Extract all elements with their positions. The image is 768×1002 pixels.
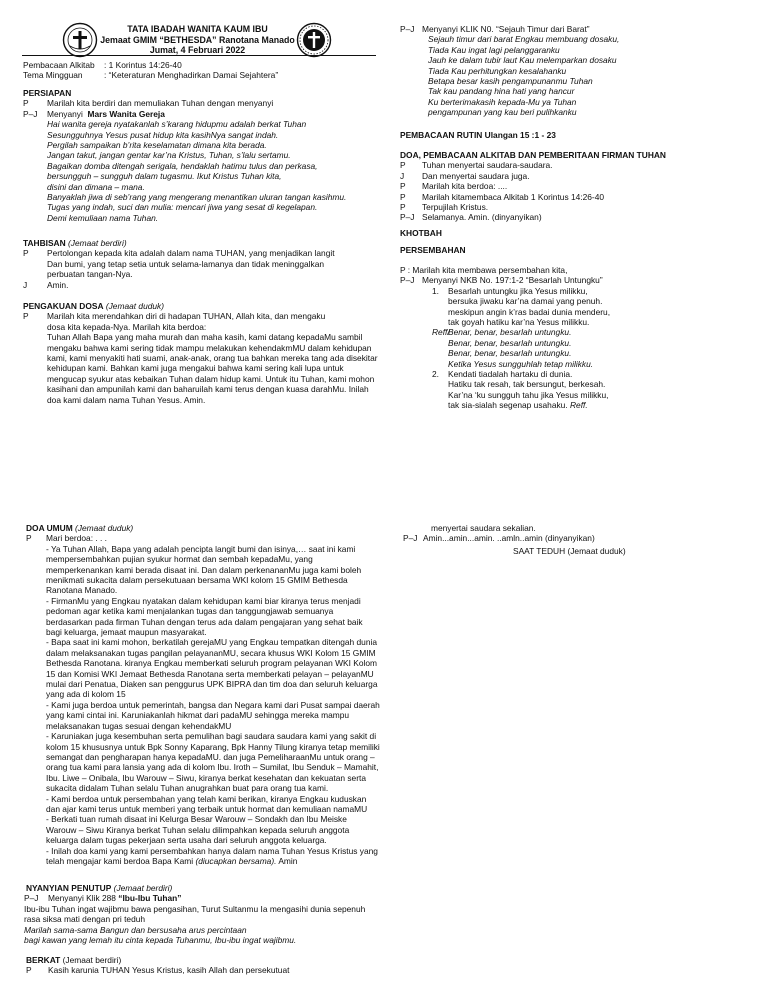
prayer-line: - Kami juga berdoa untuk pemerintah, bangsa dan Negara kami dari Pusat sampai daerah [46, 699, 380, 710]
prayer-amen: Amin [276, 855, 298, 866]
prayer-line: 15 dan Komisi WKI Jemaat Bethesda Ranotana serta memberkati pelayan – pelayanMU [46, 668, 374, 679]
prayer-line: - Ya Tuhan Allah, Bapa yang adalah pencipta langit bumi dan isinya,… saat ini kami [46, 543, 356, 554]
lyric-line: Demi kemuliaan nama Tuhan. [47, 212, 159, 223]
prayer-line: yang ada di kolom 15 [46, 689, 126, 700]
speaker-label: P–J [400, 212, 415, 223]
verse-number: 2. [432, 369, 439, 380]
tahbisan-response: Amin. [47, 279, 69, 290]
prayer-line: Ranotana Manado. [46, 585, 118, 596]
prayer-line: - Inilah doa kami yang kami persembahkan hanya dalam nama Tuhan Yesus Kristus yang [46, 845, 378, 856]
prayer-line: menikmati sukacita dalam persekutuaan bersama WKI kolom 15 GMIM Bethesda [46, 575, 348, 586]
penutup-lyrics-italic [24, 925, 384, 946]
speaker-label: P–J [24, 893, 39, 904]
lyric-line: Benar, benar, besarlah untungku. [448, 348, 572, 359]
text-line: kehidupan kami. Bahkan kami juga mengakui bahwa kami sering kali lupa untuk [47, 363, 344, 374]
prayer-line: keluarga dalam tugas pekerjaan serta usaha dari seluruh anggota keluarga. [46, 835, 327, 846]
persiapan-call: Marilah kita berdiri dan memuliakan Tuhan dengan menyanyi [47, 98, 274, 109]
prayer-note: (diucapkan bersama). [193, 855, 277, 866]
lyric-line: disini dan dimana – mana. [47, 181, 145, 192]
lyric-line: Tugas yang indah, suci dan mulia: mencari jiwa yang sesat di kegelapan. [47, 202, 318, 213]
speaker-label: P [400, 201, 406, 212]
reading-label: Pembacaan Alkitab [23, 60, 95, 70]
prayer-line: Warouw – Siwu Kiranya berkat Tuhan selalu dilimpahkan kepada seluruh anggota [46, 824, 350, 835]
speaker-label: P–J [400, 24, 415, 34]
prayer-line: orang tua kami para lansia yang ada di kolom Ibu. Iroth – Sumilat, Ibu Senduk – Mamahit, [46, 762, 379, 773]
text-line: kasihani dan ampunilah kami dan baharuilah kami terus dengan kuasa darahMu. Inilah [47, 384, 369, 395]
lyric-line: Sesungguhnya Yesus pusat hidup kita kasihNya sangat indah. [47, 129, 279, 140]
lyric-line: Bagaikan domba ditengah serigala, hendaklah hatimu tulus dan perkasa, [47, 160, 318, 171]
lyric-line: Hai wanita gereja nyatakanlah s’karang hidupmu adalah berkat Tuhan [47, 119, 307, 130]
lyric-line: Hatiku tak resah, tak bersungut, berkesah. [448, 379, 606, 390]
prayer-line: melaksanakan tugas sesuai dengan kehendakMU [46, 720, 232, 731]
prayer-line: memperkenankan kami berada disaat ini. Dan dalam perkenananMu juga kami boleh [46, 564, 362, 575]
lyric-line: Marilah sama-sama Bangun dan bersusaha arus percintaan [24, 924, 247, 935]
header-block [100, 24, 295, 56]
speaker-label: P [23, 248, 29, 259]
service-date: Jumat, 4 Februari 2022 [149, 45, 246, 56]
berkat-note: (Jemaat berdiri) [62, 955, 122, 965]
speaker-label: P [400, 191, 406, 202]
penutup-lyrics [24, 904, 384, 925]
text-line: doa kami dalam nama Tuhan Yesus. Amin. [47, 394, 206, 405]
lyric-line: Pergilah sampaikan b’rita keselamatan dimana kita berada. [47, 140, 267, 150]
prayer-line: Bethesda Ranotana. kiranya Engkau memberkati seluruh program pelayanan WKI Kolom [46, 658, 377, 669]
prayer-line: dan ajar kami terus untuk memberi yang terbaik untuk hormat dan kemuliaan namaMU [46, 803, 368, 814]
lyric-line: Tak kau pandang hina hati yang hancur [428, 86, 575, 97]
speaker-label: J [400, 170, 405, 181]
refrain [400, 327, 760, 369]
lyric-line: tak goyah hatiku kar’na Yesus milikku. [448, 317, 590, 328]
blessing-line: menyertai saudara sekalian. [431, 523, 536, 533]
doa-umum-section [26, 523, 386, 866]
text-line: Marilah kita merendahkan diri di hadapan TUHAN, Allah kita, dan mengaku [47, 311, 326, 322]
persembahan-intro: P : Marilah kita membawa persembahan kita, [400, 265, 568, 275]
reading-value: : 1 Korintus 14:26-40 [104, 60, 182, 70]
amin-response: Amin...amin...amin. ..amln..amin (dinyanyikan) [423, 533, 595, 544]
pengakuan-title: PENGAKUAN DOSA [23, 301, 104, 311]
doa-umum-text [26, 544, 386, 867]
prayer-line: telah mengajar kami berdoa Bapa Kami (diucapkan bersama). Amin [46, 855, 298, 866]
doa-umum-call: Mari berdoa: . . . [46, 533, 107, 544]
verse-number: 1. [432, 285, 439, 296]
lyric-line: Kendati tiadalah hartaku di dunia. [448, 369, 573, 380]
speaker-label: P [400, 160, 406, 171]
theme-label: Tema Mingguan [23, 70, 83, 81]
text-line: Pertolongan kepada kita adalah dalam nama TUHAN, yang menjadikan langit [47, 248, 335, 259]
prayer-line: yang kami cintai ini. Karuniakanlah hikmat dari padaMU sehingga mereka mampu [46, 710, 350, 721]
persembahan-title: PERSEMBAHAN [400, 245, 466, 255]
prayer-line: Ibu. Liwe – Onibala, Ibu Warouw – Siwu, kiranya berkat kesehatan dan kekuatan serta [46, 772, 366, 783]
wki-logo-icon [296, 22, 332, 58]
prayer-line: pedoman agar ketika kami menjalankan tugas dan tanggungjawab semuanya [46, 606, 334, 617]
speaker-label: P [23, 311, 29, 322]
liturgy-row [400, 192, 760, 202]
lyric-line: rasa siksa mati dengan pri teduh [24, 914, 146, 925]
gmim-logo-icon [62, 22, 98, 58]
liturgy-text: Selamanya. Amin. (dinyanyikan) [422, 212, 542, 223]
lyric-line: pengampunan yang kau beri pulihkanku [428, 107, 577, 118]
persembahan-song: Menyanyi NKB No. 197:1-2 “Besarlah Untungku” [422, 275, 603, 286]
speaker-label: P [26, 533, 32, 544]
prayer-line: sukacita didalam Tuhan selalu Tuhan anugrahkan buat para orang tua kami. [46, 783, 329, 794]
doa-pembacaan-title: DOA, PEMBACAAN ALKITAB DAN PEMBERITAAN FIRMAN TUHAN [400, 150, 666, 160]
lyric-line: Banyaklah jiwa di seb’rang yang mengerang menantikan uluran tangan kasihmu. [47, 192, 347, 203]
lyric-line: meskipun angin k’ras badai dunia menderu, [448, 306, 611, 317]
doa-umum-note: (Jemaat duduk) [75, 523, 134, 533]
pengakuan-note: (Jemaat duduk) [105, 301, 165, 311]
lyric-line: bagi kawan yang lemah itu cinta kepada Tuhanmu, Ibu-ibu ingat wajibmu. [24, 935, 297, 946]
lyric-line: bersuka jiwaku kar’na damai yang penuh. [448, 296, 603, 307]
liturgy-rows [400, 160, 760, 222]
song-lyrics [23, 119, 383, 223]
text-line: perbuatan tangan-Nya. [47, 269, 133, 280]
lyric-line: Ku berterimakasih kepada-Mu ya Tuhan [428, 96, 577, 107]
lyric-line: Betapa besar kasih pengampunanmu Tuhan [428, 76, 593, 87]
speaker-label: P–J [400, 275, 415, 286]
lyric-line: Tiada Kau perhitungkan kesalahanku [428, 65, 567, 76]
berkat-section [24, 955, 384, 976]
lyric-line: Besarlah untungku jika Yesus milikku, [448, 285, 588, 296]
doa-pembacaan-section [400, 150, 760, 223]
berkat-text: Kasih karunia TUHAN Yesus Kristus, kasih Allah dan persekutuat [48, 965, 290, 976]
penutup-note: (Jemaat berdiri) [113, 883, 173, 893]
header-divider [22, 55, 376, 56]
liturgy-text: Marilah kita berdoa: .... [422, 181, 508, 192]
klik-section [400, 24, 760, 118]
prayer-line: kolom 15 khususnya untuk Bpk Sonny Kaparang, Bpk Hanny Tilung kiranya tetap memiliki [46, 741, 380, 752]
lyric-line: Benar, benar, besarlah untungku. [448, 337, 572, 348]
persembahan-section [400, 265, 760, 411]
lyric-line: Tiada Kau ingat lagi pelanggaranku [428, 44, 560, 55]
pembacaan-rutin-title: PEMBACAAN RUTIN Ulangan 15 :1 - 23 [400, 130, 556, 140]
prayer-line: semangat dan pengharapan hanya kepadaMU. dan juga PemeliharaanMu untuk orang – [46, 751, 375, 762]
pengakuan-section [23, 301, 383, 405]
liturgy-row [400, 181, 760, 191]
prayer-line: - Berkati tuan rumah disaat ini Kelurga Besar Warouw – Sondakh dan Ibu Meiske [46, 814, 347, 825]
lyric-line: Jauh ke dalam tubir laut Kau melemparkan dosaku [428, 55, 617, 66]
speaker-label: P [23, 98, 29, 109]
prayer-line: mempersembahkan pujian syukur hormat dan sembah kepadaMu, yang [46, 554, 313, 565]
lyric-line: Ibu-ibu Tuhan ingat wajibmu bawa pengasihan, Turut Sultanmu Ia mengasihi dunia sepenuh [24, 903, 366, 914]
liturgy-row [400, 160, 760, 170]
doa-umum-continuation [403, 523, 763, 556]
tahbisan-title: TAHBISAN [23, 238, 66, 248]
penutup-title: NYANYIAN PENUTUP [26, 883, 112, 893]
prayer-line: mulai dari Penatua, Diaken san penggurus UPK BIPRA dan tim doa dan seluruh keluarga [46, 679, 378, 690]
penutup-section [24, 883, 384, 945]
text-line: dosa kita kepada-Nya. Marilah kita berdoa: [47, 321, 207, 332]
speaker-label: P–J [23, 108, 38, 119]
reff-marker: Reff. [567, 400, 588, 411]
liturgy-row [400, 171, 760, 181]
speaker-label: P [400, 181, 406, 192]
khotbah-title: KHOTBAH [400, 228, 442, 238]
tahbisan-note: (Jemaat berdiri) [67, 238, 127, 248]
prayer-line: dalam melaksanakan tugas pangilan pelayananMU, secara khusus WKI Kolom 15 GMIM [46, 647, 376, 658]
verse-2 [400, 369, 760, 411]
klik-lyrics [400, 34, 760, 117]
lyric-line: Sejauh timur dari barat Engkau membuang dosaku, [428, 34, 620, 45]
sing-instruction: Menyanyi [47, 108, 83, 119]
tahbisan-text [23, 248, 383, 279]
lyric-line: Ketika Yesus sungguhlah tetap milikku. [448, 358, 594, 369]
penutup-instruction: Menyanyi Klik 288 [48, 893, 116, 904]
prayer-line: - FirmanMu yang Engkau nyatakan dalam kehidupan kami biar kiranya terus menjadi [46, 595, 361, 606]
prayer-line: - Karuniakan juga kesembuhan serta pemulihan bagi saudara saudara kami yang sakit di [46, 731, 377, 742]
pengakuan-text [23, 311, 383, 405]
berkat-title: BERKAT [26, 955, 61, 965]
verse-1 [400, 286, 760, 328]
penutup-song-title: “Ibu-Ibu Tuhan” [118, 893, 182, 904]
meta-block [23, 60, 383, 81]
congregation-name: Jemaat GMIM “BETHESDA” Ranotana Manado [100, 34, 295, 45]
prayer-line: - Kami berdoa untuk persembahan yang telah kami berikan, kiranya Engkau kuduskan [46, 793, 367, 804]
prayer-line: bagi keluarga, jemaat maupun masyarakat. [46, 627, 207, 638]
lyric-line: Jangan takut, jangan gentar kar’na Kristus, Tuhan, s’lalu sertamu. [47, 150, 291, 161]
liturgy-text: Tuhan menyertai saudara-saudara. [422, 160, 553, 171]
speaker-label: P [26, 965, 32, 976]
liturgy-text: Dan menyertai saudara juga. [422, 170, 530, 181]
prayer-line: berdasarkan pada firman Tuhan dengan terus ada dalam pengajaran yang sehat baik [46, 616, 363, 627]
speaker-label: P–J [403, 533, 418, 544]
theme-value: : “Keteraturan Menghadirkan Damai Sejahtera” [104, 70, 279, 81]
text-line: Dan bumi, yang tetap setia untuk selama-lamanya dan tidak meninggalkan [47, 258, 325, 269]
lyric-line: tak sia-sialah segenap usahaku. Reff. [448, 400, 588, 411]
document-title: TATA IBADAH WANITA KAUM IBU [127, 24, 268, 34]
doa-umum-title: DOA UMUM [26, 523, 73, 533]
persiapan-section [23, 88, 383, 223]
lyric-line: Benar, benar, besarlah untungku. [448, 327, 572, 338]
prayer-line: - Bapa saat ini kami mohon, berkatilah gerejaMU yang Engkau tempatkan ditengah dunia [46, 637, 378, 648]
lyric-line: bersungguh – sungguh dalam tugasmu. Ikut Kristus Tuhan kita, [47, 171, 282, 182]
liturgy-row [400, 202, 760, 212]
tahbisan-section [23, 238, 383, 290]
speaker-label: J [23, 279, 28, 290]
text-line: kami, kami menyakiti hati suami, anak-anak, orang tua bahkan mereka tang ada disekitar [47, 353, 378, 364]
text-line: Tuhan Allah Bapa yang maha murah dan maha kasih, kami datang kepadaMu sambil [47, 332, 363, 343]
liturgy-row [400, 212, 760, 222]
text-line: mengaku bahwa kami sering tidak mampu melakukan kehendakmMU dalam kehidupan [47, 342, 372, 353]
persiapan-title: PERSIAPAN [23, 88, 72, 98]
song-title: Mars Wanita Gereja [87, 108, 165, 119]
reff-label: Reff/ [432, 327, 450, 338]
lyric-line: Kar’na ‘ku sungguh tahu jika Yesus milikku, [448, 389, 609, 400]
liturgy-text: Terpujilah Kristus. [422, 201, 489, 212]
text-line: mengucap syukur atas kebaikan Tuhan dalam hidup kami. Untuk itu Tuhan, kami mohon [47, 373, 375, 384]
klik-heading: Menyanyi KLIK N0. “Sejauh Timur dari Barat” [422, 24, 590, 34]
liturgy-text: Marilah kitamembaca Alkitab 1 Korintus 14:26-40 [422, 191, 605, 202]
saat-teduh: SAAT TEDUH (Jemaat duduk) [513, 545, 626, 556]
